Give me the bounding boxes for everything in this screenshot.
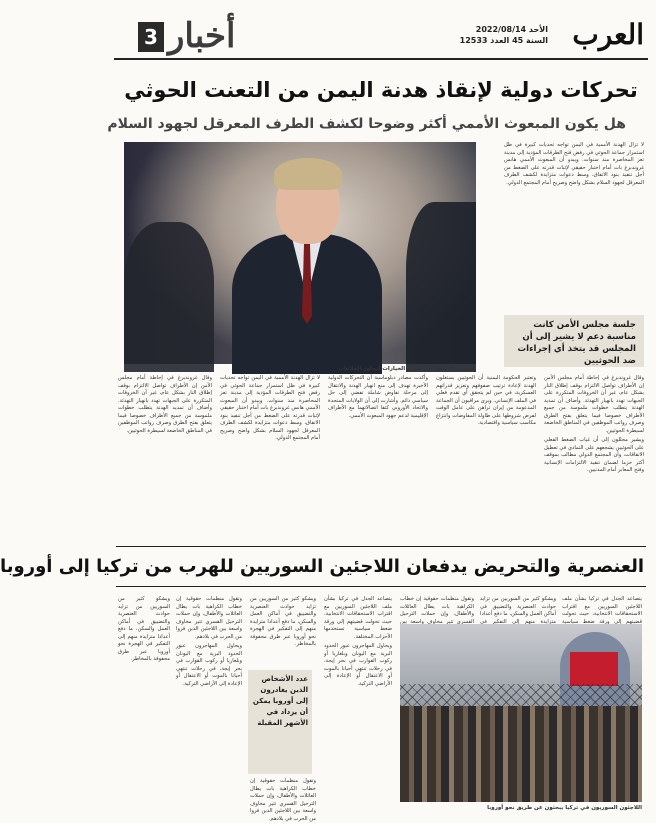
story2-column-3 xyxy=(176,596,242,806)
story1-paragraph: لا تزال الهدنة الأممية في اليمن تواجه تحديات كبيرة في ظل استمرار جماعة الحوثي في رفض فتح الطرقات المؤدية إلى مدينة تعز المحاصرة منذ سنوات. ويبدو أن المبعوث الأممي هانس غروندبرغ بات أمام اختبار حقيقي لإثبات قدرته على الضغط من أجل تنفيذ بنود الاتفاق، وسط دعوات متزايدة لكشف الطرف المعرقل لجهود السلام بشكل واضح وصريح أمام المجتمع الدولي. xyxy=(504,142,644,186)
issue-info xyxy=(460,24,548,46)
story2-paragraph: يتصاعد الجدل في تركيا بشأن ملف اللاجئين السوريين مع اقتراب الاستحقاقات الانتخابية، حيث تحولت قضيتهم إلى ورقة ضغط سياسية تستخدمها الأحزاب المختلفة. xyxy=(324,596,392,640)
issue-date: الأحد 2022/08/14 xyxy=(475,25,548,34)
story2-paragraph: ويشكو كثير من السوريين من تزايد حوادث العنصرية والتضييق في أماكن العمل والسكن، ما دفع أعدادا متزايدة منهم إلى التفكير في xyxy=(480,596,556,625)
page-number: 3 xyxy=(138,22,164,52)
newspaper-logo: العرب xyxy=(572,18,644,51)
story2-paragraph: يتصاعد الجدل في تركيا بشأن ملف اللاجئين السوريين مع اقتراب الاستحقاقات الانتخابية، حيث تحولت قضيتهم إلى ورقة ضغط سياسية xyxy=(562,596,642,625)
story2-column-2b xyxy=(250,778,316,822)
story1-paragraph: وأكدت مصادر دبلوماسية أن التحركات الدولية الأخيرة تهدف إلى منع انهيار الهدنة والانتقال إلى مرحلة تفاوض شاملة تفضي إلى حل سياسي دائم. وأشارت إلى أن الولايات المتحدة والاتحاد الأوروبي كثفا اتصالاتهما مع الأطراف الإقليمية لدعم جهود المبعوث الأممي. xyxy=(328,375,428,419)
story2-paragraph: ويشكو كثير من السوريين من تزايد حوادث العنصرية والتضييق في أماكن العمل والسكن، ما دفع أعدادا متزايدة منهم إلى التفكير في الهجرة نحو أوروبا عبر طرق محفوفة بالمخاطر. xyxy=(250,596,316,647)
story1-column-1 xyxy=(504,142,644,312)
story1-column-6 xyxy=(118,375,212,540)
story2-photo xyxy=(400,624,642,802)
story1-column-3 xyxy=(436,375,536,540)
story2-paragraph: وتقول منظمات حقوقية إن خطاب الكراهية بات يطال العائلات والأطفال، وإن حملات الترحيل القسري تثير مخاوف واسعة بين اللاجئين الذين فروا من الحرب في بلادهم. xyxy=(176,596,242,640)
story1-headline: تحركات دولية لإنقاذ هدنة اليمن من التعنت الحوثي xyxy=(124,78,638,102)
story2-paragraph: ويحاول المهاجرون عبور الحدود البرية مع اليونان وبلغاريا أو ركوب القوارب في بحر إيجة، في رحلات تنتهي أحيانا بالموت أو الاعتقال أو الإعادة إلى الأراضي التركية. xyxy=(324,643,392,687)
story2-column-1 xyxy=(324,596,392,806)
headline-divider xyxy=(116,586,646,587)
story2-headline: العنصرية والتحريض يدفعان اللاجئين السوريين للهرب من تركيا إلى أوروبا xyxy=(0,556,644,577)
story1-photo xyxy=(124,142,476,364)
story1-paragraph: وتعتبر الحكومة اليمنية أن الحوثيين يستغلون الهدنة لإعادة ترتيب صفوفهم وتعزيز قدراتهم العسكرية، في حين لم يتحقق أي تقدم فعلي في الملف الإنساني. ويرى مراقبون أن الجماعة المدعومة من إيران تراهن على عامل الوقت لفرض شروطها على طاولة المفاوضات وانتزاع مكاسب سياسية واقتصادية. xyxy=(436,375,536,426)
story1-column-4 xyxy=(328,375,428,540)
story2-paragraph: وتقول منظمات حقوقية إن خطاب الكراهية بات يطال العائلات والأطفال، وإن حملات الترحيل القسري تثير مخاوف واسعة بين xyxy=(400,596,474,625)
story2-intro xyxy=(562,596,642,625)
story2-paragraph: ويشكو كثير من السوريين من تزايد حوادث العنصرية والتضييق في أماكن العمل والسكن، ما دفع أعدادا متزايدة منهم إلى التفكير في الهجرة نحو أوروبا عبر طرق محفوفة بالمخاطر. xyxy=(118,596,170,662)
story1-subheadline: هل يكون المبعوث الأممي أكثر وضوحا لكشف الطرف المعرقل لجهود السلام xyxy=(107,116,626,132)
story1-column-2 xyxy=(544,375,644,540)
story2-paragraph: وتقول منظمات حقوقية إن خطاب الكراهية بات يطال العائلات والأطفال، وإن حملات الترحيل القسري تثير مخاوف واسعة بين اللاجئين الذين فروا من الحرب في بلادهم. xyxy=(250,778,316,822)
story2-intro-3 xyxy=(400,596,474,625)
story2-pullquote: عدد الأشخاص الذين يغادرون إلى أوروبا يمكن أن يزداد في الأشهر المقبلة xyxy=(248,670,312,774)
story2-intro-2 xyxy=(480,596,556,625)
story2-photo-caption: اللاجئون السوريون في تركيا يبحثون عن طريق نحو أوروبا xyxy=(487,805,642,811)
section-divider xyxy=(116,546,646,547)
story1-photo-caption: غروندبرغ: ننظر في جميع الخيارات لتجاوز الخلافات xyxy=(338,366,476,372)
story2-paragraph: ويحاول المهاجرون عبور الحدود البرية مع اليونان وبلغاريا أو ركوب القوارب في بحر إيجة، في رحلات تنتهي أحيانا بالموت أو الاعتقال أو الإعادة إلى الأراضي التركية. xyxy=(176,643,242,687)
story1-column-5 xyxy=(220,375,320,540)
section-title: أخبار xyxy=(168,16,236,56)
story1-paragraph: وقال غروندبرغ في إحاطة أمام مجلس الأمن إن الأطراف تواصل الالتزام بوقف إطلاق النار بشكل عام، غير أن الخروقات المتكررة على الجبهات تهدد بانهيار التهدئة. وأضاف أن تمديد الهدنة يتطلب خطوات ملموسة من جميع الأطراف خصوصا فيما يتعلق بفتح الطرق وصرف رواتب الموظفين في المناطق الخاضعة لسيطرة الحوثيين. xyxy=(544,375,644,434)
story1-pullquote: جلسة مجلس الأمن كانت مناسبة دعم لا يشير إلى أن المجلس قد يتخذ أي إجراءات ضد الحوثيين xyxy=(504,315,644,367)
story1-paragraph: وقال غروندبرغ في إحاطة أمام مجلس الأمن إن الأطراف تواصل الالتزام بوقف إطلاق النار بشكل عام، غير أن الخروقات المتكررة على الجبهات تهدد بانهيار التهدئة. وأضاف أن تمديد الهدنة يتطلب خطوات ملموسة من جميع الأطراف خصوصا فيما يتعلق بفتح الطرق وصرف رواتب الموظفين في المناطق الخاضعة لسيطرة الحوثيين. xyxy=(118,375,212,434)
story1-paragraph: ويشير محللون إلى أن غياب الضغط الفعلي على الحوثيين يشجعهم على التمادي في تعطيل الاتفاقات، وأن المجتمع الدولي مطالب بموقف أكثر حزما لضمان تنفيذ الالتزامات الإنسانية وفتح المعابر أمام المدنيين. xyxy=(544,437,644,473)
story2-column-4 xyxy=(118,596,170,806)
story2-column-2 xyxy=(250,596,316,666)
story1-paragraph: لا تزال الهدنة الأممية في اليمن تواجه تحديات كبيرة في ظل استمرار جماعة الحوثي في رفض فتح الطرقات المؤدية إلى مدينة تعز المحاصرة منذ سنوات. ويبدو أن المبعوث الأممي هانس غروندبرغ بات أمام اختبار حقيقي لإثبات قدرته على الضغط من أجل تنفيذ بنود الاتفاق، وسط دعوات متزايدة لكشف الطرف المعرقل لجهود السلام بشكل واضح وصريح أمام المجتمع الدولي. xyxy=(220,375,320,441)
issue-number: السنة 45 العدد 12533 xyxy=(459,36,548,45)
